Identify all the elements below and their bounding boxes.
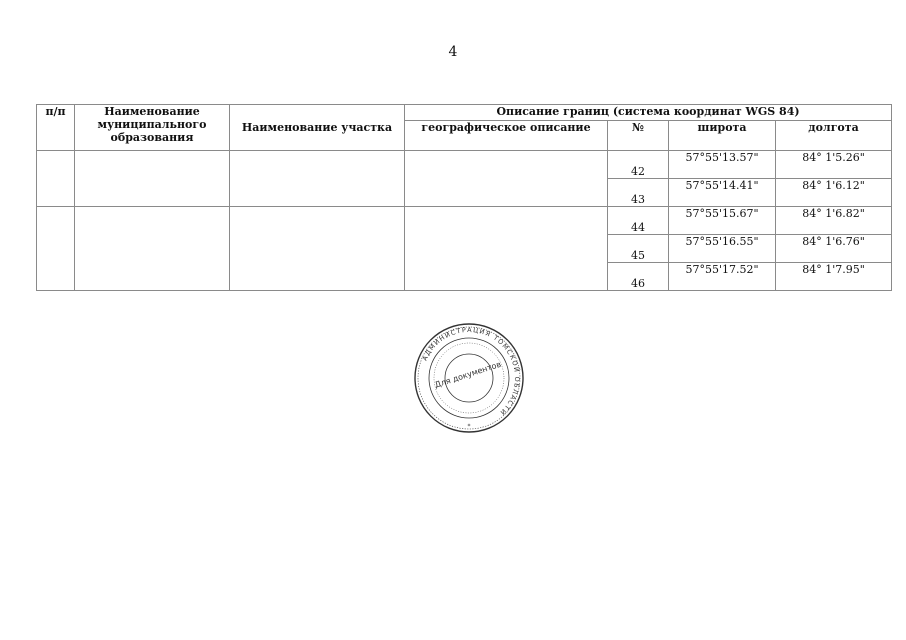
header-municipality: Наименование муниципального образования (75, 105, 230, 151)
boundary-table (36, 104, 892, 291)
latitude-cell: 57°55'13.57" (669, 151, 776, 179)
longitude-cell: 84° 1'6.76" (776, 235, 892, 263)
point-num: 43 (608, 179, 669, 207)
plot-cell (230, 151, 405, 207)
header-num: № (608, 121, 669, 151)
point-num: 46 (608, 263, 669, 291)
longitude-cell: 84° 1'6.12" (776, 179, 892, 207)
latitude-cell: 57°55'17.52" (669, 263, 776, 291)
stamp-inner-text: Для документов (433, 359, 503, 390)
header-longitude: долгота (776, 121, 892, 151)
point-num: 45 (608, 235, 669, 263)
longitude-cell: 84° 1'6.82" (776, 207, 892, 235)
latitude-cell: 57°55'15.67" (669, 207, 776, 235)
latitude-cell: 57°55'14.41" (669, 179, 776, 207)
geo-description-cell (405, 151, 608, 207)
stamp-outer-text: АДМИНИСТРАЦИЯ ТОМСКОЙ ОБЛАСТИ (420, 325, 522, 418)
geo-description-cell (405, 207, 608, 291)
svg-text:*: * (467, 423, 471, 430)
header-pp: п/п (37, 105, 75, 151)
header-geo-description: географическое описание (405, 121, 608, 151)
point-num: 44 (608, 207, 669, 235)
longitude-cell: 84° 1'7.95" (776, 263, 892, 291)
header-plot: Наименование участка (230, 105, 405, 151)
official-stamp (413, 322, 525, 434)
latitude-cell: 57°55'16.55" (669, 235, 776, 263)
longitude-cell: 84° 1'5.26" (776, 151, 892, 179)
header-row-1 (37, 105, 892, 121)
header-boundary-description: Описание границ (система координат WGS 84) (405, 105, 892, 121)
pp-cell (37, 207, 75, 291)
pp-cell (37, 151, 75, 207)
table-row (37, 151, 892, 179)
page-number: 4 (448, 44, 458, 60)
plot-cell (230, 207, 405, 291)
point-num: 42 (608, 151, 669, 179)
municipality-cell (75, 151, 230, 207)
header-latitude: широта (669, 121, 776, 151)
table-row (37, 207, 892, 235)
municipality-cell (75, 207, 230, 291)
